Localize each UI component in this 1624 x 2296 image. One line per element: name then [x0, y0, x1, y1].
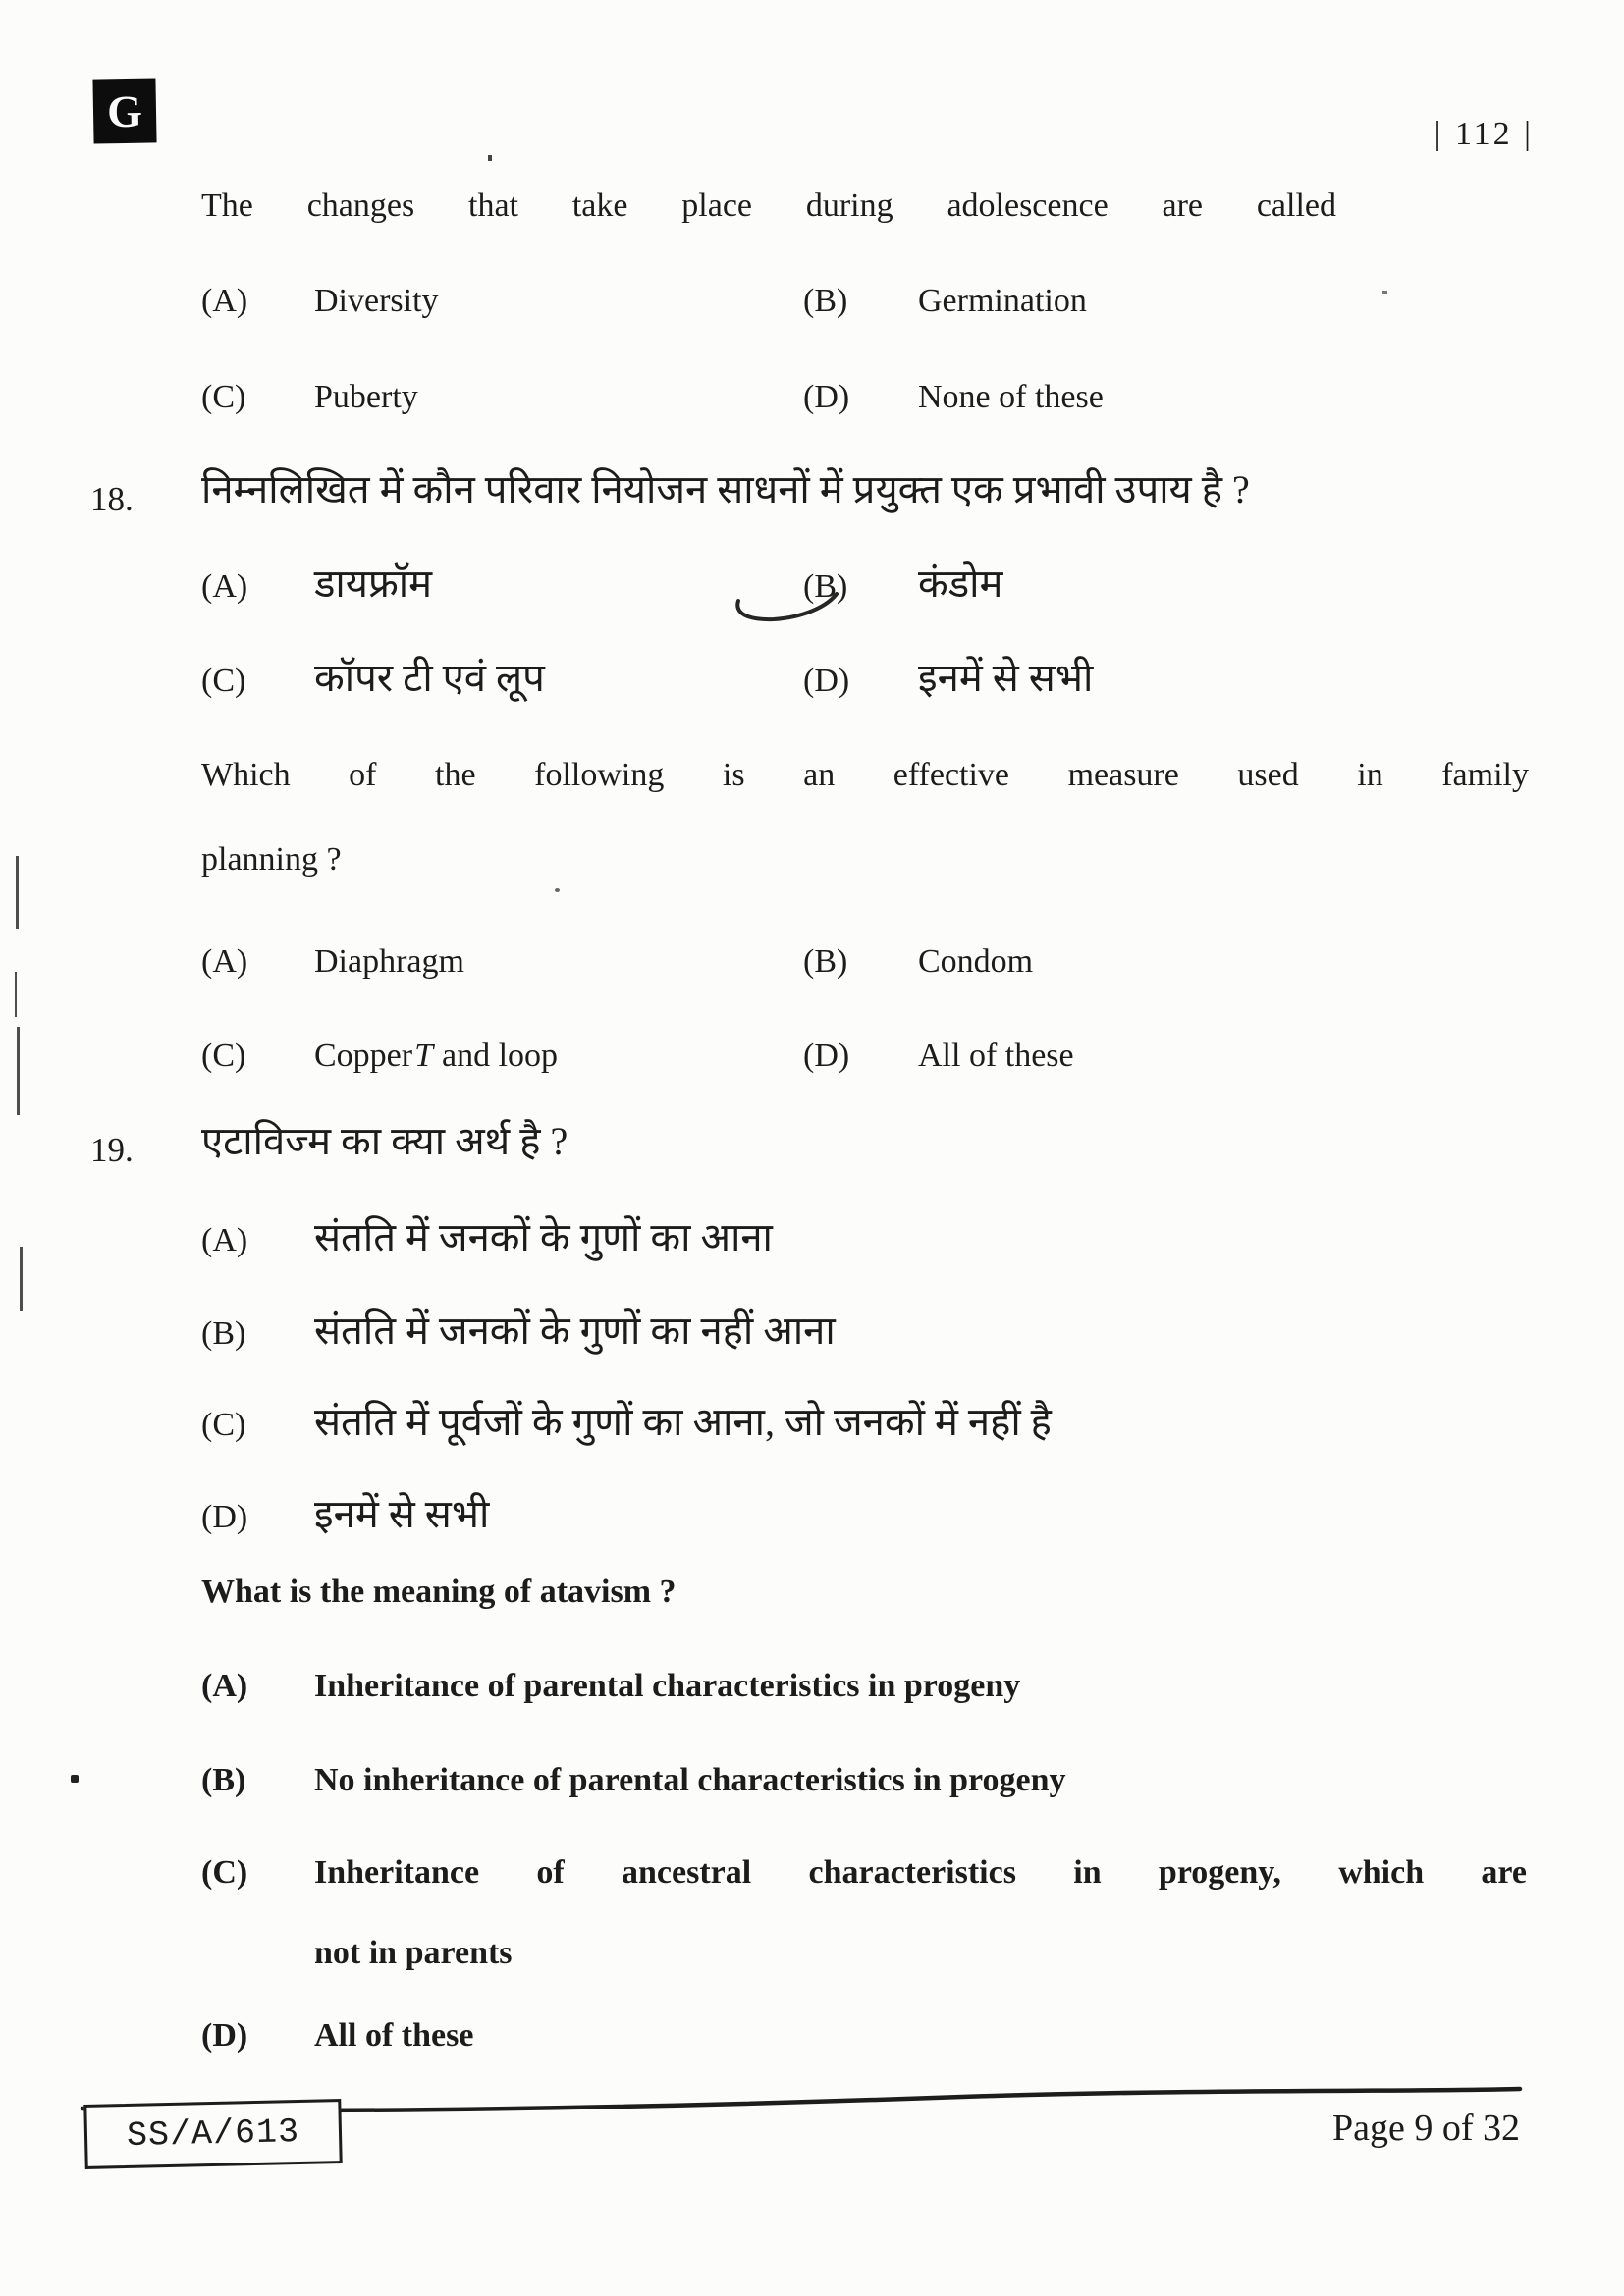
- q17-options-row-1: [201, 282, 1537, 321]
- q19-option-c-label-en: (C): [201, 1854, 248, 1891]
- q19-option-c-text-hindi: संतति में पूर्वजों के गुणों का आना, जो जनकों में नहीं है: [314, 1400, 1052, 1444]
- q19-english-option-c: [201, 1853, 1537, 1893]
- q19-option-d-label-en: (D): [201, 2017, 248, 2054]
- q19-option-a-text-en: Inheritance of parental characteristics in progeny: [314, 1668, 1021, 1704]
- q19-english-option-b: [201, 1761, 1537, 1800]
- q18-option-b-text-hindi: कंडोम: [918, 561, 1003, 606]
- booklet-number: | 112 |: [1434, 116, 1534, 152]
- q18-stem-hindi: निम्नलिखित में कौन परिवार नियोजन साधनों में प्रयुक्त एक प्रभावी उपाय है ?: [201, 467, 1250, 511]
- q17-option-a-label: (A): [201, 283, 248, 319]
- q17-option-d-text: None of these: [918, 379, 1104, 415]
- scan-artifact-line: [17, 1027, 20, 1115]
- q19-option-a-label: (A): [201, 1222, 248, 1258]
- q19-option-d-text-en: All of these: [314, 2017, 474, 2054]
- q19-option-c-label: (C): [201, 1407, 246, 1443]
- q19-option-b-text-en: No inheritance of parental characteristics in progeny: [314, 1762, 1066, 1798]
- q18-option-b-text-en: Condom: [918, 943, 1034, 980]
- q19-option-b-text-hindi: संतति में जनकों के गुणों का नहीं आना: [314, 1308, 836, 1353]
- q19-option-b-label-en: (B): [201, 1762, 246, 1798]
- scan-artifact-line: [16, 856, 19, 929]
- q18-stem-english-line1: Which of the following is an effective measure used in family: [201, 757, 1529, 793]
- q18-option-d-label: (D): [803, 663, 850, 699]
- q17-option-b-label: (B): [803, 283, 848, 319]
- q17-option-c-label: (C): [201, 379, 246, 415]
- q18-stem-english-line2: planning ?: [201, 841, 342, 878]
- q18-hindi-options-row-1: [201, 561, 1537, 607]
- q18-option-c-italic-t: T: [414, 1038, 434, 1074]
- handwritten-answer-mark: [732, 587, 842, 628]
- q19-english-option-a: [201, 1667, 1537, 1706]
- q19-option-b-label: (B): [201, 1315, 246, 1352]
- q19-option-d-text-hindi: इनमें से सभी: [314, 1492, 490, 1536]
- scan-artifact-line: [15, 972, 17, 1017]
- set-letter-badge: [92, 78, 156, 143]
- q17-options-row-2: [201, 378, 1537, 417]
- scan-artifact-speck: [555, 888, 560, 892]
- q18-option-c-label-en: (C): [201, 1038, 246, 1074]
- q18-english-options-row-1: [201, 942, 1537, 982]
- q19-number: 19.: [90, 1131, 134, 1169]
- scan-artifact-line: [20, 1247, 23, 1311]
- q19-hindi-option-a: [201, 1215, 1537, 1260]
- scan-artifact-speck: [1382, 291, 1387, 294]
- q17-option-d-label: (D): [803, 379, 850, 415]
- q18-option-b-label: (B): [803, 568, 848, 605]
- q19-option-c-text-en-line2: not in parents: [314, 1935, 513, 1971]
- q19-hindi-option-c: [201, 1400, 1537, 1445]
- q18-option-d-text-hindi: इनमें से सभी: [918, 656, 1094, 700]
- q18-option-a-text-hindi: डायफ्रॉम: [314, 561, 433, 606]
- q18-option-c-text-hindi: कॉपर टी एवं लूप: [314, 656, 545, 700]
- q18-option-a-text-en: Diaphragm: [314, 943, 464, 980]
- q18-option-b-label-en: (B): [803, 943, 848, 980]
- q18-option-d-text-en: All of these: [918, 1038, 1074, 1074]
- q18-option-c-rest: and loop: [442, 1038, 559, 1074]
- q18-option-c-word: Copper: [314, 1038, 413, 1074]
- q19-stem-hindi: एटाविज्म का क्या अर्थ है ?: [201, 1119, 568, 1163]
- scan-artifact-dot: [71, 1775, 79, 1783]
- page-indicator: Page 9 of 32: [1331, 2108, 1520, 2149]
- q19-english-option-d: [201, 2016, 1537, 2056]
- q17-option-b-text: Germination: [918, 283, 1087, 319]
- q18-hindi-options-row-2: [201, 656, 1537, 701]
- q17-stem-english: The changes that take place during adolescence are called: [201, 187, 1336, 224]
- q19-option-a-label-en: (A): [201, 1668, 248, 1704]
- q18-number: 18.: [90, 480, 134, 518]
- q17-option-a-text: Diversity: [314, 283, 439, 319]
- q18-option-c-label: (C): [201, 663, 246, 699]
- set-letter: G: [106, 85, 143, 136]
- q18-option-d-label-en: (D): [803, 1038, 850, 1074]
- q19-hindi-option-d: [201, 1492, 1537, 1537]
- q18-option-a-label: (A): [201, 568, 248, 605]
- paper-code-box: [83, 2099, 342, 2169]
- q19-option-d-label: (D): [201, 1499, 248, 1535]
- q18-english-options-row-2: [201, 1037, 1537, 1076]
- paper-code: SS/A/613: [126, 2112, 300, 2156]
- q18-option-c-text-en: [314, 1037, 803, 1076]
- q19-option-a-text-hindi: संतति में जनकों के गुणों का आना: [314, 1215, 773, 1259]
- q19-option-c-text-en-line1: Inheritance of ancestral characteristics in progeny, which are: [314, 1854, 1527, 1891]
- q19-hindi-option-b: [201, 1308, 1537, 1354]
- q17-option-c-text: Puberty: [314, 379, 418, 415]
- q19-stem-english: What is the meaning of atavism ?: [201, 1574, 677, 1610]
- scan-artifact-speck: [488, 155, 492, 161]
- q18-option-a-label-en: (A): [201, 943, 248, 980]
